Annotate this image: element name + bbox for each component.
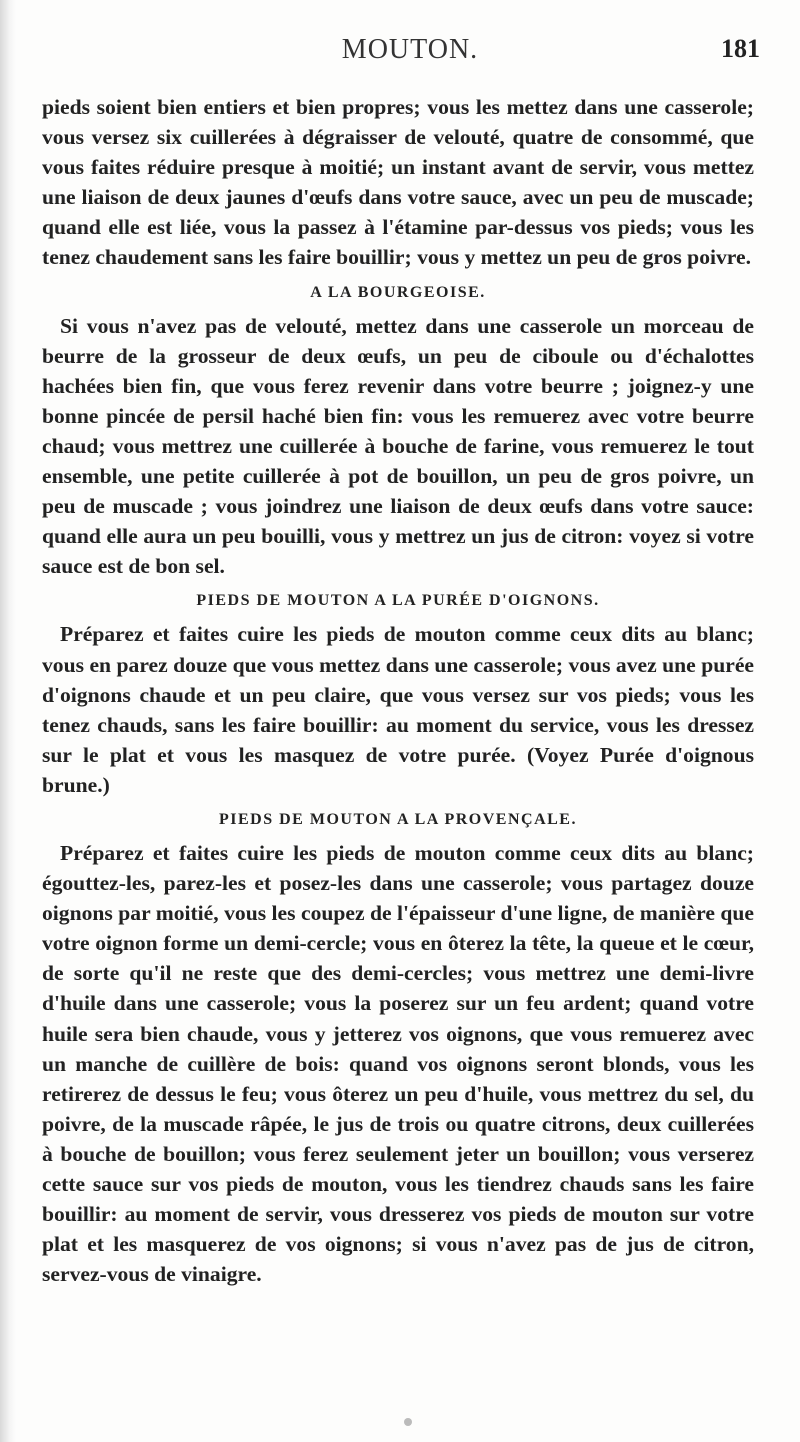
paragraph-bourgeoise: Si vous n'avez pas de velouté, mettez dans une casserole un morceau de beurre de la grosseur de deux œufs, un peu de ciboule ou d'échalottes hachées bien fin, que vous ferez revenir dans votre beurre ; joignez-y une bonne pincée de persil haché bien fin: vous les remuerez avec votre beurre chaud; vous mettrez une cuillerée à bouche de farine, vous remuerez le tout ensemble, une petite cuillerée à pot de bouillon, un peu de gros poivre, un peu de muscade ; vous joindrez une liaison de deux œufs dans votre sauce: quand elle aura un peu bouilli, vous y mettrez un jus de citron: voyez si votre sauce est de bon sel. — [42, 313, 754, 579]
section-heading-provencale: PIEDS DE MOUTON A LA PROVENÇALE. — [219, 810, 577, 828]
paragraph-provencale: Préparez et faites cuire les pieds de mouton comme ceux dits au blanc; égouttez-les, parez-les et posez-les dans une casserole; vous partagez douze oignons par moitié, vous les coupez de l'épaisseur d'une ligne, de manière que votre oignon forme un demi-cercle; vous en ôterez la tête, la queue et le cœur, de sorte qu'il ne reste que des demi-cercles; vous mettrez une demi-livre d'huile dans une casserole; vous la poserez sur un feu ardent; quand votre huile sera bien chaude, vous y jetterez vos oignons, que vous remuerez avec un manche de cuillère de bois: quand vos oignons seront blonds, vous les retirerez de dessus le feu; vous ôterez un peu d'huile, vous mettrez du sel, du poivre, de la muscade râpée, le jus de trois ou quatre citrons, deux cuillerées à bouche de bouillon; vous ferez seulement jeter un bouillon; vous verserez cette sauce sur vos pieds de mouton, vous les tiendrez chauds sans les faire bouillir: au moment de servir, vous dresserez vos pieds de mouton sur votre plat et les masquerez de vos oignons; si vous n'avez pas de jus de citron, servez-vous de vinaigre. — [42, 840, 754, 1287]
paragraph-puree-oignons: Préparez et faites cuire les pieds de mouton comme ceux dits au blanc; vous en parez douze que vous mettez dans une casserole; vous avez une purée d'oignons chaude et un peu claire, que vous versez sur vos pieds; vous les tenez chauds, sans les faire bouillir: au moment du service, vous les dressez sur le plat et vous les masquez de votre purée. (Voyez Purée d'oignous brune.) — [42, 622, 754, 797]
page-number: 181 — [721, 34, 760, 63]
paragraph-continuation: pieds soient bien entiers et bien propres; vous les mettez dans une casserole; vous versez six cuillerées à dégraisser de velouté, quatre de consommé, que vous faites réduire presque à moitié; un instant avant de servir, vous mettez une liaison de deux jaunes d'œufs dans votre sauce, avec un peu de muscade; quand elle est liée, vous la passez à l'étamine par-dessus vos pieds; vous les tenez chaudement sans les faire bouillir; vous y mettez un peu de gros poivre. — [42, 95, 754, 270]
page-binding-edge — [0, 0, 16, 1442]
running-title: MOUTON. — [341, 34, 479, 65]
section-heading-bourgeoise: A LA BOURGEOISE. — [310, 283, 486, 301]
section-heading-puree-oignons: PIEDS DE MOUTON A LA PURÉE D'OIGNONS. — [196, 592, 600, 610]
printer-mark — [404, 1418, 412, 1426]
page-body — [42, 92, 754, 1289]
running-header — [60, 34, 760, 74]
